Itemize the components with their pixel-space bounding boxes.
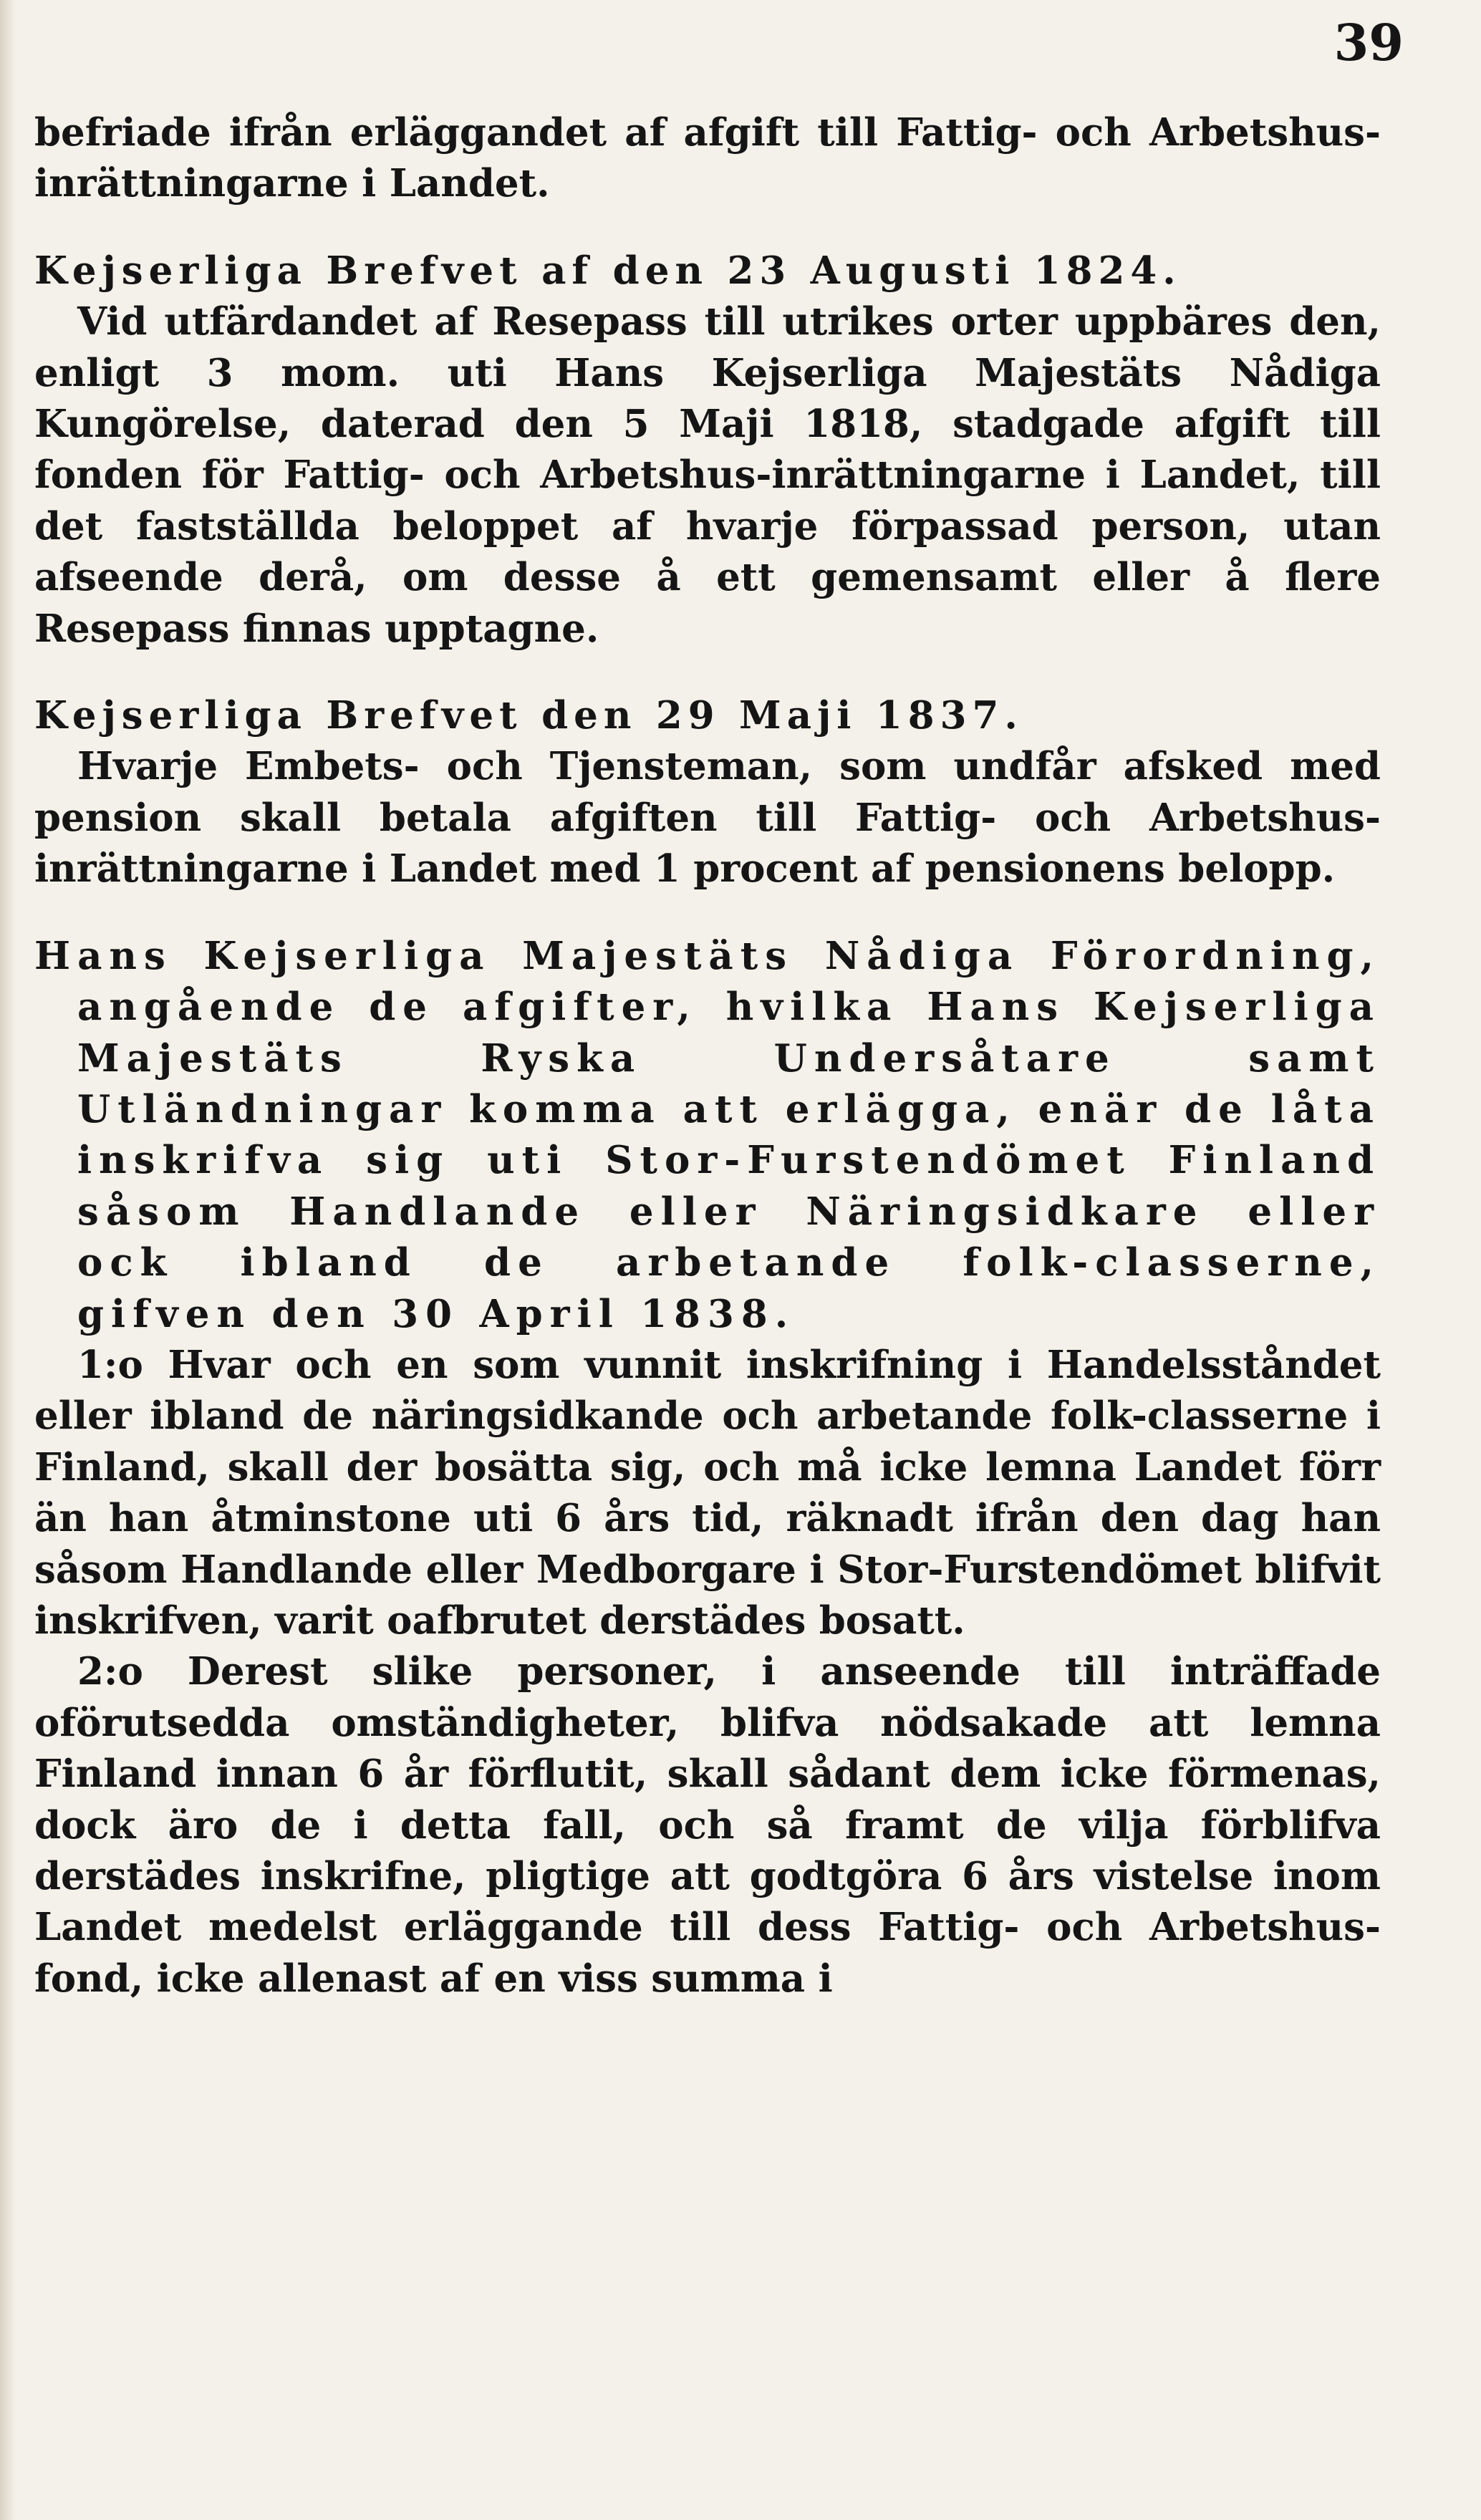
page-number: 39 — [1333, 13, 1404, 72]
paragraph-point-2: 2:o Derest slike personer, i anseende till inträffade oförutsedda omständigheter, blifva nödsakade att lemna Finland innan 6 år förflutit, skall sådant dem icke förmenas, dock äro de i detta fall, och så framt de vilja förblifva derstädes inskrifne, pligtige att godtgöra 6 års vistelse inom Landet medelst erläggande till dess Fattig- och Arbetshus-fond, icke allenast af en viss summa i — [34, 1649, 1381, 2001]
heading-letter-1824: Kejserliga Brefvet af den 23 Augusti 1824. — [34, 248, 1182, 293]
heading-ordinance-1838: Hans Kejserliga Majestäts Nådiga Förordning, angående de afgifter, hvilka Hans Kejserliga Majestäts Ryska Undersåtare samt Utländningar komma att erlägga, enär de låta inskrifva sig uti Stor-Furstendömet Finland såsom Handlande eller Näringsidkare eller ock ibland de arbetande folk-classerne, gifven den 30 April 1838. — [34, 933, 1381, 1336]
document-body — [34, 107, 1381, 2004]
paragraph-resepass: Vid utfärdandet af Resepass till utrikes orter uppbäres den, enligt 3 mom. uti Hans Kejserliga Majestäts Nådiga Kungörelse, daterad den 5 Maji 1818, stadgade afgift till fonden för Fattig- och Arbetshus-inrättningarne i Landet, till det fastställda beloppet af hvarje förpassad person, utan afseende derå, om desse å ett gemensamt eller å flere Resepass finnas upptagne. — [34, 299, 1381, 651]
paragraph-continuation: befriade ifrån erläggandet af afgift till Fattig- och Arbetshus-inrättningarne i Landet. — [34, 110, 1381, 206]
heading-letter-1837: Kejserliga Brefvet den 29 Maji 1837. — [34, 693, 1023, 738]
paragraph-point-1: 1:o Hvar och en som vunnit inskrifning i Handelsståndet eller ibland de näringsidkande och arbetande folk-classerne i Finland, skall der bosätta sig, och må icke lemna Landet förr än han åtminstone uti 6 års tid, räknadt ifrån den dag han såsom Handlande eller Medborgare i Stor-Furstendömet blifvit inskrifven, varit oafbrutet derstädes bosatt. — [34, 1342, 1381, 1643]
page-gutter — [0, 0, 16, 2520]
paragraph-pension: Hvarje Embets- och Tjensteman, som undfår afsked med pension skall betala afgiften till Fattig- och Arbetshus-inrättningarne i Landet med 1 procent af pensionens belopp. — [34, 744, 1381, 892]
